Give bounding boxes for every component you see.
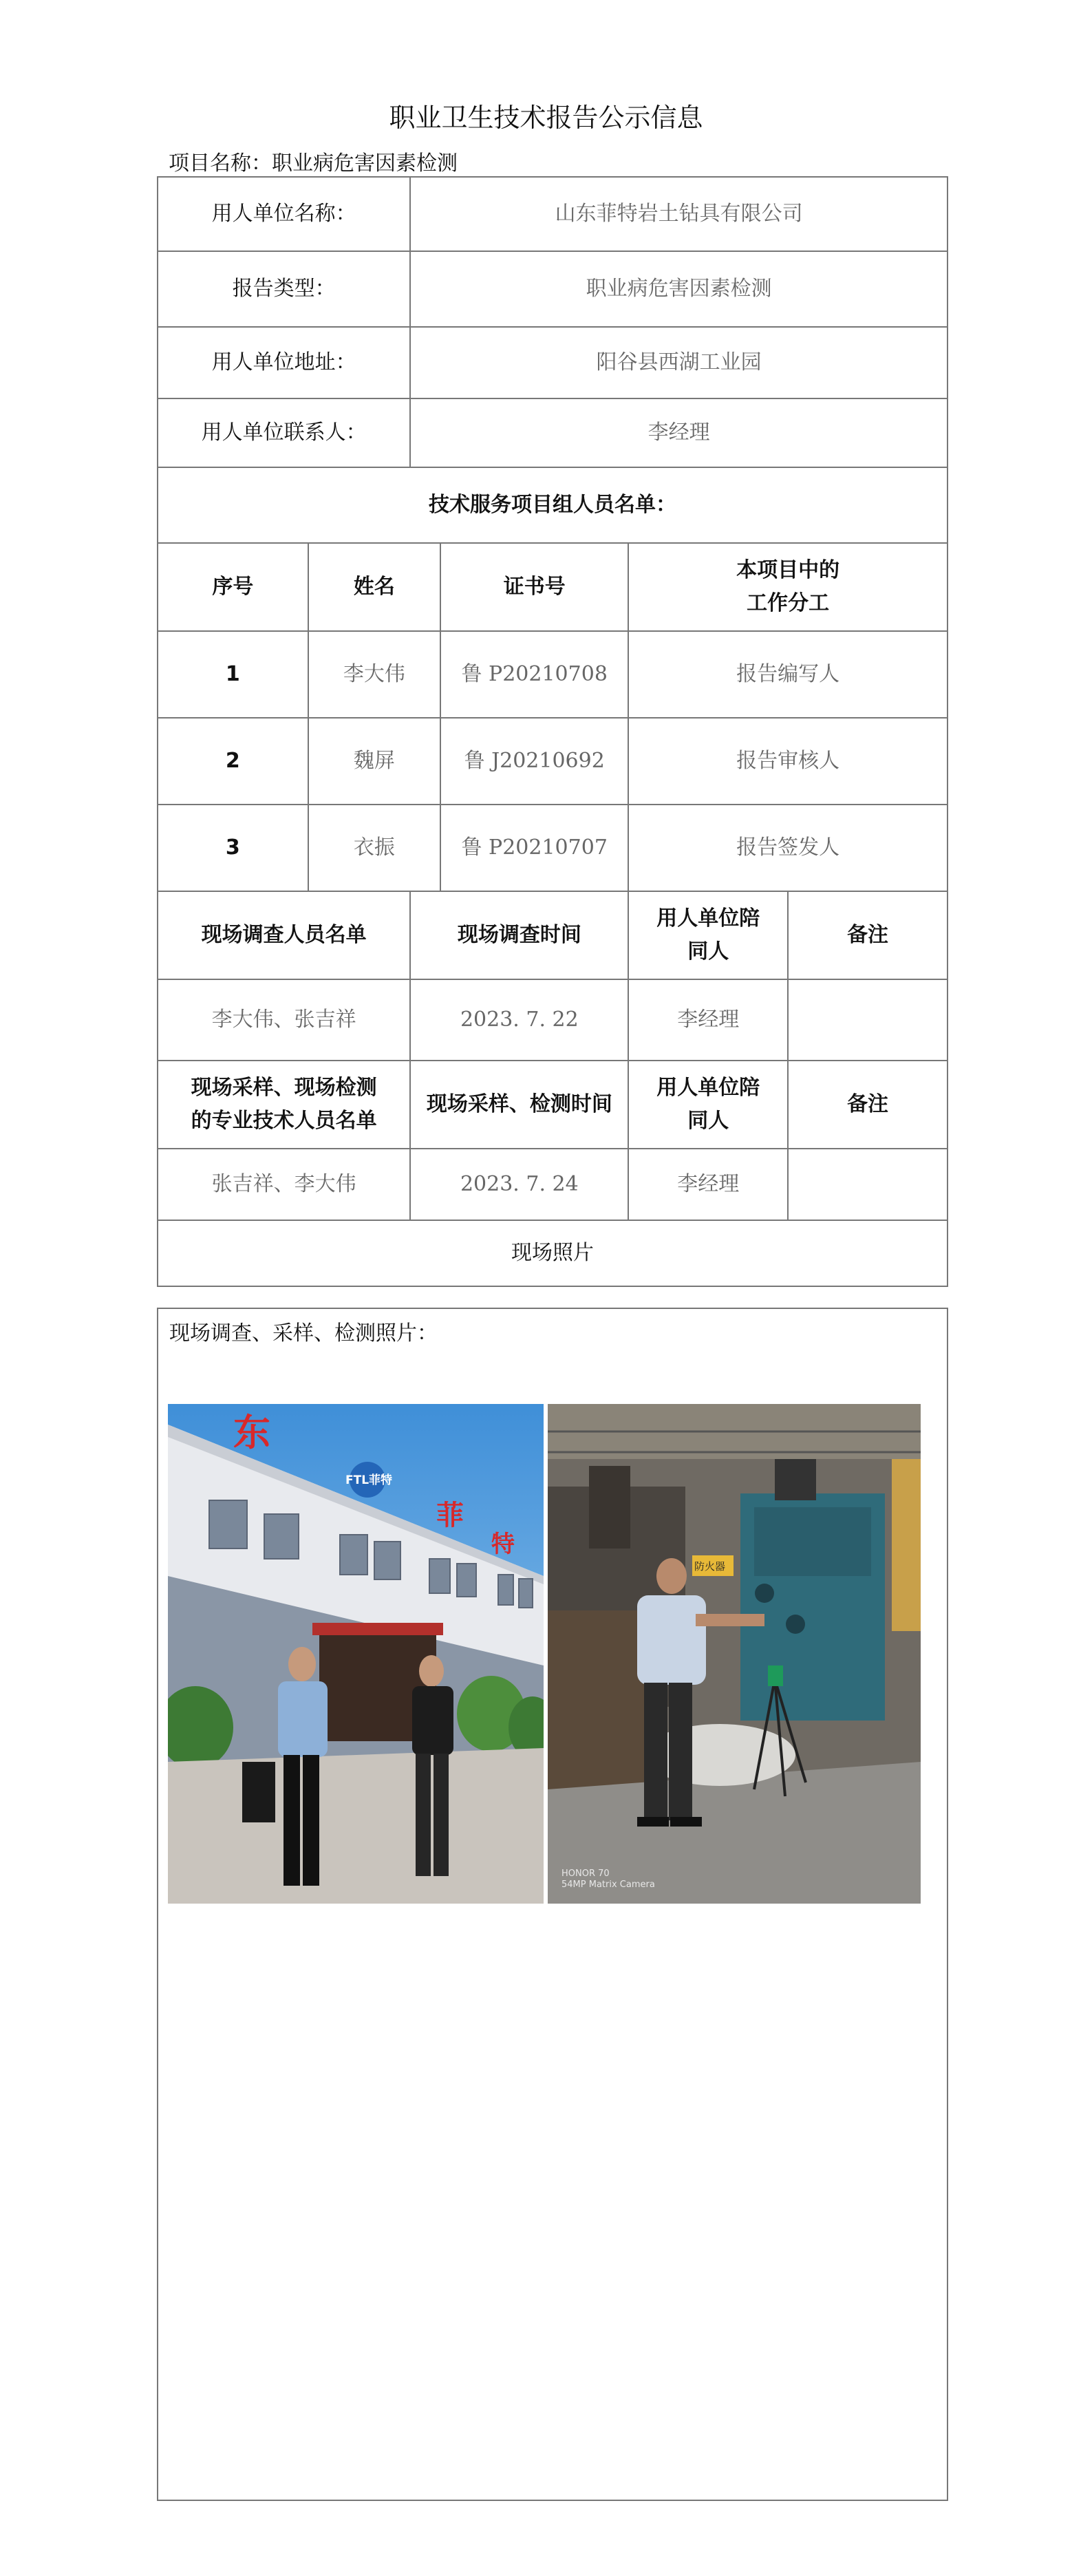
info-row-unit-address — [158, 327, 948, 398]
team-row-cert: 鲁 J20210692 — [440, 718, 628, 805]
survey-note — [788, 979, 948, 1061]
report-type-label: 报告类型： — [158, 251, 410, 327]
camera-watermark-lens: 54MP Matrix Camera — [561, 1880, 655, 1890]
team-row-no: 3 — [158, 805, 308, 891]
team-row — [158, 805, 948, 891]
sign-char-2: 菲 — [436, 1500, 464, 1531]
sampling-header-escort: 用人单位陪 同人 — [628, 1061, 788, 1149]
sampling-row — [158, 1149, 948, 1220]
team-header-no: 序号 — [158, 543, 308, 631]
report-type-value: 职业病危害因素检测 — [410, 251, 948, 327]
survey-header-note: 备注 — [788, 891, 948, 979]
photo-caption: 现场调查、采样、检测照片： — [169, 1321, 438, 1345]
team-row-no: 2 — [158, 718, 308, 805]
sampling-time: 2023. 7. 24 — [410, 1149, 628, 1220]
sampling-header-row — [158, 1061, 948, 1149]
info-row-unit-name — [158, 177, 948, 251]
site-survey-photo — [168, 1404, 544, 1904]
sampling-escort: 李经理 — [628, 1149, 788, 1220]
team-heading-row — [158, 467, 948, 543]
contact-label: 用人单位联系人： — [158, 398, 410, 467]
site-testing-photo — [548, 1404, 921, 1904]
team-row-role: 报告编写人 — [628, 631, 948, 718]
project-name-line — [169, 146, 458, 176]
sign-char-3: 特 — [491, 1531, 515, 1558]
team-header-row — [158, 543, 948, 631]
info-row-contact — [158, 398, 948, 467]
sampling-header-people: 现场采样、现场检测 的专业技术人员名单 — [158, 1061, 410, 1149]
team-row-cert: 鲁 P20210708 — [440, 631, 628, 718]
project-name-value: 职业病危害因素检测 — [272, 151, 458, 175]
sampling-header-note: 备注 — [788, 1061, 948, 1149]
sign-char-1: 东 — [233, 1411, 270, 1454]
team-row — [158, 718, 948, 805]
team-row-role: 报告审核人 — [628, 718, 948, 805]
survey-escort: 李经理 — [628, 979, 788, 1061]
photo-section — [157, 1308, 948, 2501]
sampling-people: 张吉祥、李大伟 — [158, 1149, 410, 1220]
contact-value: 李经理 — [410, 398, 948, 467]
machine-label: 防火器 — [694, 1560, 726, 1573]
project-name-label: 项目名称： — [169, 151, 272, 175]
team-header-name: 姓名 — [308, 543, 440, 631]
unit-name-label: 用人单位名称： — [158, 177, 410, 251]
team-row-name: 李大伟 — [308, 631, 440, 718]
survey-header-row — [158, 891, 948, 979]
team-row-name: 魏屏 — [308, 718, 440, 805]
survey-header-time: 现场调查时间 — [410, 891, 628, 979]
page-title: 职业卫生技术报告公示信息 — [389, 103, 703, 133]
sign-logo: FTL菲特 — [345, 1473, 393, 1487]
unit-address-value: 阳谷县西湖工业园 — [410, 327, 948, 398]
team-header-cert: 证书号 — [440, 543, 628, 631]
photos-heading-row — [158, 1220, 948, 1286]
sampling-note — [788, 1149, 948, 1220]
team-row-cert: 鲁 P20210707 — [440, 805, 628, 891]
report-info-table — [157, 176, 948, 1287]
team-row — [158, 631, 948, 718]
survey-header-people: 现场调查人员名单 — [158, 891, 410, 979]
photos-heading: 现场照片 — [158, 1220, 948, 1286]
camera-watermark-model: HONOR 70 — [561, 1869, 610, 1879]
team-row-no: 1 — [158, 631, 308, 718]
survey-people: 李大伟、张吉祥 — [158, 979, 410, 1061]
survey-time: 2023. 7. 22 — [410, 979, 628, 1061]
team-row-role: 报告签发人 — [628, 805, 948, 891]
survey-header-escort: 用人单位陪 同人 — [628, 891, 788, 979]
unit-address-label: 用人单位地址： — [158, 327, 410, 398]
sampling-header-time: 现场采样、检测时间 — [410, 1061, 628, 1149]
team-row-name: 衣振 — [308, 805, 440, 891]
info-row-report-type — [158, 251, 948, 327]
survey-row — [158, 979, 948, 1061]
unit-name-value: 山东菲特岩土钻具有限公司 — [410, 177, 948, 251]
team-header-role: 本项目中的 工作分工 — [628, 543, 948, 631]
team-heading: 技术服务项目组人员名单： — [158, 467, 948, 543]
